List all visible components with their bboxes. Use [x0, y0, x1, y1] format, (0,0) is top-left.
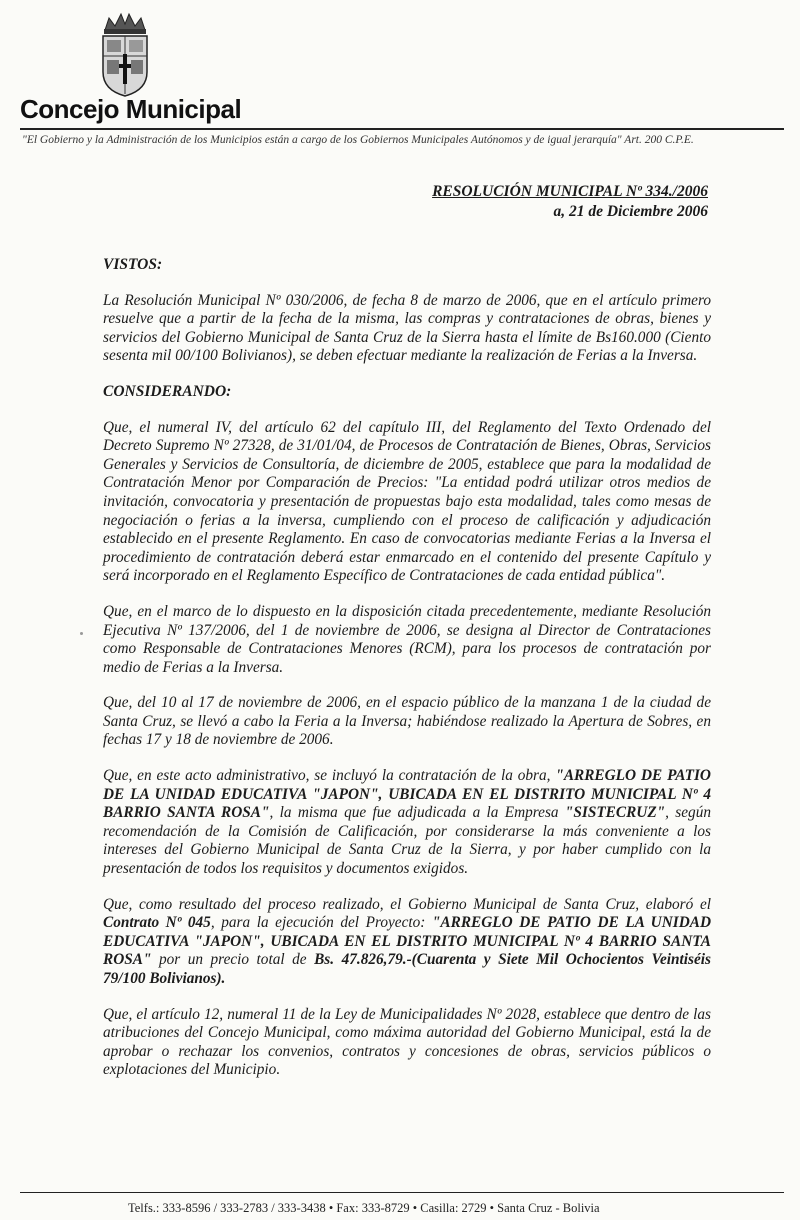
paragraph-vistos: La Resolución Municipal Nº 030/2006, de fecha 8 de marzo de 2006, que en el artículo primero resuelve que a partir de la fecha de la misma, las compras y contrataciones de obras, bienes y servicios del Gobierno Municipal de Santa Cruz de la Sierra hasta el límite de Bs160.000 (Ciento sesenta mil 00/100 Bolivianos), se deben efectuar mediante la realización de Ferias a la Inversa.: [103, 291, 711, 365]
paragraph-contrato: [103, 896, 711, 989]
footer-contact: Telfs.: 333-8596 / 333-2783 / 333-3438 • Fax: 333-8729 • Casilla: 2729 • Santa Cruz - Bolivia: [128, 1201, 600, 1215]
paragraph-ley-municipalidades: Que, el artículo 12, numeral 11 de la Ley de Municipalidades Nº 2028, establece que dentro de las atribuciones del Concejo Municipal, como máxima autoridad del Gobierno Municipal, está la de aprobar o rechazar los convenios, contratos y concesiones de obras, servicios públicos o explotaciones del Municipio.: [103, 1005, 711, 1079]
contract-amount: Bs. 47.826,79.-(Cuarenta y Siete Mil Ochocientos Veintiséis 79/100 Bolivianos).: [103, 951, 711, 987]
project-name: "ARREGLO DE PATIO DE LA UNIDAD EDUCATIVA "JAPON", UBICADA EN EL DISTRITO MUNICIPAL Nº 4 BARRIO SANTA ROSA": [103, 914, 711, 969]
text-run: , la misma que fue adjudicada a la Empresa: [269, 804, 565, 822]
section-vistos: VISTOS:: [103, 256, 163, 273]
footer-divider: [20, 1192, 784, 1193]
paragraph-adjudicacion: [103, 767, 711, 879]
scan-speck: [80, 632, 83, 635]
org-name: Concejo Municipal: [20, 94, 242, 124]
text-run: por un precio total de: [151, 951, 315, 969]
text-run: Que, como resultado del proceso realizado, el Gobierno Municipal de Santa Cruz, elaboró el: [103, 895, 711, 913]
resolution-header: [432, 182, 708, 222]
resolution-title: RESOLUCIÓN MUNICIPAL Nº 334./2006: [432, 183, 708, 200]
resolution-date: a, 21 de Diciembre 2006: [553, 203, 708, 220]
municipal-crest-icon: [97, 10, 153, 98]
project-name: "ARREGLO DE PATIO DE LA UNIDAD EDUCATIVA "JAPON", UBICADA EN EL DISTRITO MUNICIPAL Nº 4 BARRIO SANTA ROSA": [103, 767, 711, 822]
text-run: Que, en este acto administrativo, se incluyó la contratación de la obra,: [103, 767, 556, 785]
paragraph-resolucion-ejecutiva: Que, en el marco de lo dispuesto en la disposición citada precedentemente, mediante Resolución Ejecutiva Nº 137/2006, del 1 de noviembre de 2006, se designa al Director de Contrataciones como Responsable de Contrataciones Menores (RCM), para los procesos de contratación por medio de Ferias a la Inversa.: [103, 602, 711, 676]
text-run: , para la ejecución del Proyecto:: [210, 914, 432, 932]
company-name: "SISTECRUZ": [564, 804, 666, 822]
text-run: , según recomendación de la Comisión de Calificación, por considerarse la más conveniente a los intereses del Gobierno Municipal de Santa Cruz de la Sierra, y por haber cumplido con la presentación de todos los requisitos y documentos exigidos.: [103, 804, 711, 878]
section-considerando: CONSIDERANDO:: [103, 382, 232, 400]
contract-number: Contrato Nº 045: [103, 914, 211, 932]
paragraph-reglamento: Que, el numeral IV, del artículo 62 del capítulo III, del Reglamento del Texto Ordenado del Decreto Supremo Nº 27328, de 31/01/04, de Procesos de Contratación de Bienes, Obras, Servicios Generales y Servicios de Consultoría, de diciembre de 2005, establece que para la modalidad de Contratación Menor por Comparación de Precios: "La entidad podrá utilizar otros medios de invitación, convocatoria y presentación de propuestas bajo esta modalidad, tales como mesas de negociación o ferias a la inversa, cumpliendo con el proceso de calificación y adjudicación establecido en el presente Reglamento. En caso de convocatorias mediante Ferias a la Inversa el procedimiento de contratación deberá estar enmarcado en el contenido del presente Capítulo y será incorporado en el Reglamento Específico de Contrataciones de cada entidad pública".: [103, 418, 711, 585]
document-body: [103, 256, 711, 1097]
header-divider: [20, 128, 784, 130]
constitution-motto: "El Gobierno y la Administración de los Municipios están a cargo de los Gobiernos Municipales Autónomos y de igual jerarquía" Art. 200 C.P.E.: [22, 134, 694, 146]
paragraph-feria: Que, del 10 al 17 de noviembre de 2006, en el espacio público de la manzana 1 de la ciudad de Santa Cruz, se llevó a cabo la Feria a la Inversa; habiéndose realizado la Apertura de Sobres, en fechas 17 y 18 de noviembre de 2006.: [103, 694, 711, 749]
